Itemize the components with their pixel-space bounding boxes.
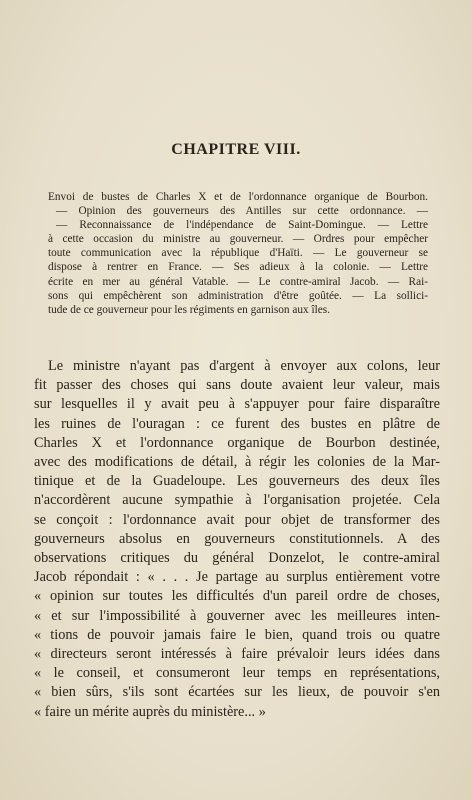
quote-line: « bien sûrs, s'ils sont écartées sur les lieux, de pouvoir s'en: [34, 684, 440, 701]
summary-line: tude de ce gouverneur pour les régiments en garnison aux îles.: [48, 303, 331, 316]
quote-line: « le conseil, et consumeront leur temps en représentations,: [34, 665, 440, 682]
summary-line: — Opinion des gouverneurs des Antilles sur cette ordonnance. —: [56, 205, 428, 218]
summary-line: Envoi de bustes de Charles X et de l'ordonnance organique de Bourbon.: [48, 191, 428, 203]
body-line: observations critiques du général Donzelot, le contre-amiral: [34, 550, 440, 567]
body-line: Le ministre n'ayant pas d'argent à envoyer aux colons, leur: [48, 358, 440, 374]
summary-line: à cette occasion du ministre au gouverneur. — Ordres pour empêcher: [48, 233, 428, 246]
body-line: avec des modifications de détail, à régir les colonies de la Mar-: [34, 454, 440, 471]
body-line: gouverneurs absolus en gouverneurs constitutionnels. A des: [34, 530, 440, 547]
summary-line: écrite en mer au général Vatable. — Le contre-amiral Jacob. — Rai-: [48, 275, 428, 288]
body-line: Charles X et l'ordonnance organique de Bourbon destinée,: [34, 434, 440, 451]
summary-line: toute communication avec la république d'Haïti. — Le gouverneur se: [48, 247, 428, 260]
quote-line: « faire un mérite auprès du ministère... »: [34, 703, 266, 720]
summary-line: dispose à rentrer en France. — Ses adieux à la colonie. — Lettre: [48, 261, 428, 274]
chapter-summary: [48, 190, 428, 317]
body-line: se conçoit : l'ordonnance avait pour objet de transformer des: [34, 511, 440, 528]
body-line: tinique et de la Guadeloupe. Les gouverneurs des deux îles: [34, 473, 440, 490]
body-line: Jacob répondait : « . . . Je partage au surplus entièrement votre: [34, 569, 440, 586]
quote-line: « et sur l'impossibilité à gouverner avec les meilleures inten-: [34, 607, 440, 624]
quote-line: « opinion sur toutes les difficultés d'un pareil ordre de choses,: [34, 588, 440, 605]
body-paragraph: [34, 357, 440, 722]
chapter-title: CHAPITRE VIII.: [171, 141, 301, 158]
body-line: sur lesquelles il y avait peu à s'appuyer pour faire disparaître: [34, 396, 440, 413]
body-line: fit passer des choses qui sans doute avaient leur valeur, mais: [34, 377, 440, 394]
body-line: les ruines de l'ouragan : ce furent des bustes en plâtre de: [34, 415, 440, 432]
summary-line: sons qui empêchèrent son administration d'être goûtée. — La sollici-: [48, 289, 428, 302]
quote-line: « tions de pouvoir jamais faire le bien, quand trois ou quatre: [34, 626, 440, 643]
body-line: n'accordèrent aucune sympathie à l'organisation projetée. Cela: [34, 492, 440, 509]
quote-line: « directeurs seront intéressés à faire prévaloir leurs idées dans: [34, 646, 440, 663]
summary-line: — Reconnaissance de l'indépendance de Saint-Domingue. — Lettre: [56, 219, 428, 232]
